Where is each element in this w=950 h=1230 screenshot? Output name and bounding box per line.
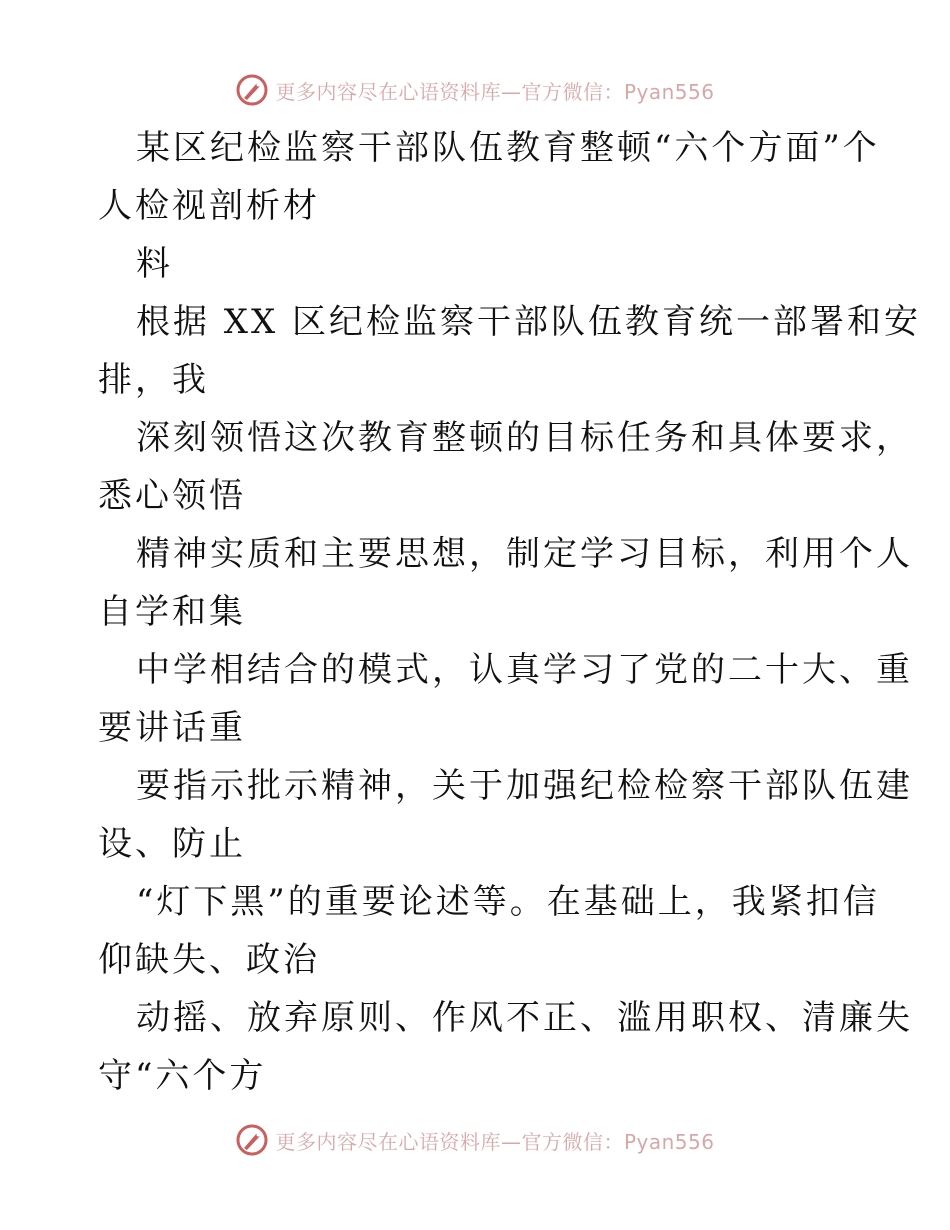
paragraph-line: 根据 XX 区纪检监察干部队伍教育统一部署和安: [136, 302, 922, 342]
paragraph-line: 精神实质和主要思想，制定学习目标，利用个人: [136, 534, 913, 574]
watermark-text: 更多内容尽在心语资料库—官方微信：Pyan556: [275, 79, 715, 104]
title-line-2: 人检视剖析材: [98, 186, 320, 226]
title-line-3: 料: [136, 244, 173, 284]
paragraph-line: “灯下黑”的重要论述等。在基础上，我紧扣信: [136, 882, 880, 922]
paragraph-line: 动摇、放弃原则、作风不正、滥用职权、清廉失: [136, 998, 913, 1038]
paragraph-line: 自学和集: [98, 592, 246, 632]
paragraph-line: 守“六个方: [98, 1056, 267, 1096]
paragraph-line: 要讲话重: [98, 708, 246, 748]
pen-logo-icon: [235, 1123, 269, 1157]
paragraph-line: 设、防止: [98, 824, 246, 864]
paragraph-line: 仰缺失、政治: [98, 940, 320, 980]
paragraph-line: 排，我: [98, 360, 209, 400]
pen-logo-icon: [235, 73, 269, 107]
paragraph-line: 中学相结合的模式，认真学习了党的二十大、重: [136, 650, 913, 690]
header-watermark: [0, 70, 950, 110]
watermark-text: 更多内容尽在心语资料库—官方微信：Pyan556: [275, 1129, 715, 1154]
paragraph-line: 深刻领悟这次教育整顿的目标任务和具体要求，: [136, 418, 913, 458]
paragraph-line: 悉心领悟: [98, 476, 246, 516]
paragraph-line: 要指示批示精神，关于加强纪检检察干部队伍建: [136, 766, 913, 806]
title-line-1: 某区纪检监察干部队伍教育整顿“六个方面”个: [136, 128, 880, 168]
footer-watermark: [0, 1120, 950, 1160]
